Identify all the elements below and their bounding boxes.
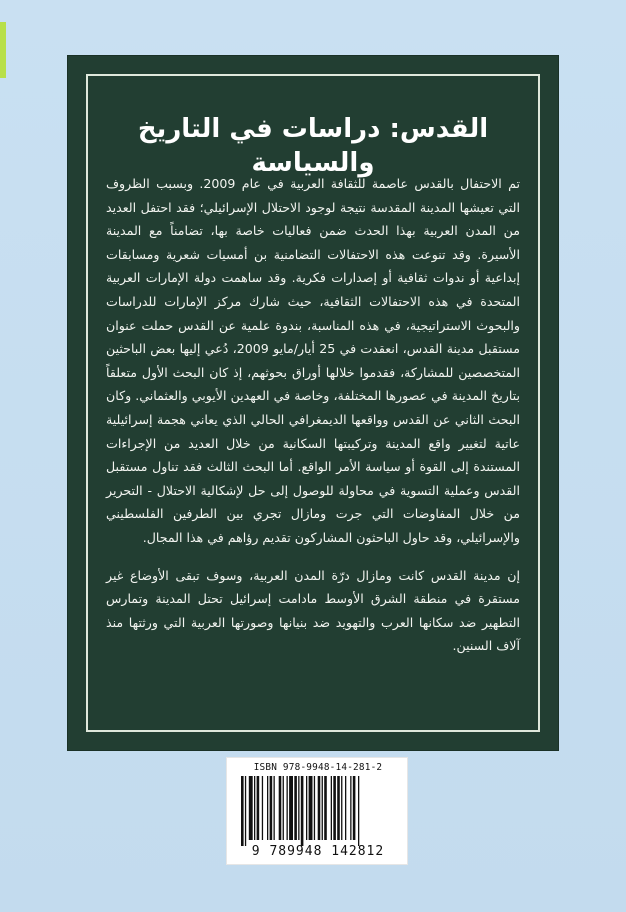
barcode-bar [294, 776, 297, 840]
barcode-bar [306, 776, 307, 840]
barcode-bar [274, 776, 275, 840]
blurb-paragraph-1: تم الاحتفال بالقدس عاصمة للثقافة العربية في عام 2009. وبسبب الظروف التي تعيشها المدينة المقدسة نتيجة لوجود الاحتلال الإسرائيلي؛ فقد احتفل العديد من المدن العربية بهذا الحدث ضمن فعاليات خاصة بها، تضامناً مع المدينة الأسيرة. وقد تنوعت هذه الاحتفالات التضامنية بن أمسيات شعرية ومسابقات إبداعية أو ندوات ثقافية أو إصدارات فكرية. وقد ساهمت دولة الإمارات العربية المتحدة في هذه الاحتفالات الثقافية، حيث شارك مركز الإمارات للدراسات والبحوث الاستراتيجية، في هذه المناسبة، بندوة علمية عن القدس حملت عنوان مستقبل مدينة القدس، انعقدت في 25 أيار/مايو 2009، دُعي إليها بعض الباحثين المتخصصين للمشاركة، فقدموا خلالها أوراق بحوثهم، إذ كان البحث الأول متعلقاً بتاريخ المدينة في عصورها المختلفة، وخاصة في العهدين الأيوبي والعثماني. وكان البحث الثاني عن القدس وواقعها الديمغرافي الحالي الذي يعاني هجمة إسرائيلية عاتية لتغيير واقع المدينة وتركيبتها السكانية من خلال العديد من الإجراءات المستندة إلى القوة أو سياسة الأمر الواقع. أما البحث الثالث فقد تناول مستقبل القدس وعملية التسوية في محاولة للوصول إلى حل لإشكالية الاحتلال - التحرير من خلال المفاوضات التي جرت ومازال تجري بين الطرفين الفلسطيني والإسرائيلي، وقد حاول الباحثون المشاركون تقديم رؤاهم في هذا المجال. [106, 176, 520, 545]
barcode-bar [314, 776, 315, 840]
barcode-bar [358, 776, 359, 846]
edge-accent-strip [0, 22, 6, 78]
barcode-bar [267, 776, 268, 840]
barcode-bar [324, 776, 327, 840]
barcode-bar [257, 776, 260, 840]
barcode-bar [353, 776, 356, 840]
blurb-text [106, 172, 520, 658]
barcode-bar [289, 776, 293, 840]
barcode-bar [270, 776, 273, 840]
book-title: القدس: دراسات في التاريخ والسياسة [137, 114, 489, 178]
barcode-bar [254, 776, 255, 840]
barcode-bar [245, 776, 246, 846]
barcode-bar [322, 776, 323, 840]
barcode-bar [287, 776, 288, 840]
barcode-bar [309, 776, 313, 840]
barcode-bar [279, 776, 282, 840]
isbn-label: ISBN 978-9948-14-281-2 [253, 762, 383, 773]
barcode-bar [333, 776, 336, 840]
blurb-paragraph-2: إن مدينة القدس كانت ومازال درّة المدن العربية، وسوف تبقى الأوضاع غير مستقرة في منطقة الشرق الأوسط مادامت إسرائيل تحتل المدينة وتمارس التطهير ضد سكانها العرب والتهويد ضد بنيانها وصورتها العربية التي ورثتها منذ آلاف السنين. [106, 567, 520, 654]
barcode-bar [283, 776, 284, 840]
barcode-bar [241, 776, 244, 846]
barcode-box [226, 757, 408, 865]
barcode-bar [262, 776, 263, 840]
barcode-bar [249, 776, 253, 840]
barcode-bar [341, 776, 342, 840]
barcode-bar [350, 776, 351, 840]
barcode-bar [301, 776, 304, 846]
barcode-bar [331, 776, 332, 840]
panel-frame [86, 74, 540, 732]
barcode-bar [345, 776, 346, 840]
barcode-number: 9 789948 142812 [251, 844, 385, 859]
barcode-bar [298, 776, 299, 840]
barcode-bars [239, 776, 397, 846]
barcode-bar [337, 776, 340, 840]
barcode-bar [318, 776, 321, 840]
text-panel [68, 56, 558, 750]
